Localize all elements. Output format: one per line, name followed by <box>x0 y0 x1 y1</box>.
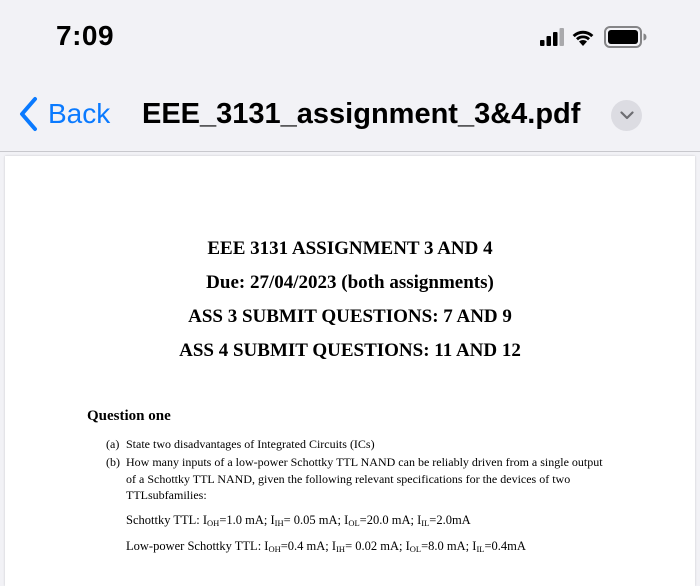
spec-low-power-schottky-ttl: Low-power Schottky TTL: $I_{OH}=0.4$ mA; $I_{IH}= 0.02$ mA; $I_{OL}=8.0$ mA; $I_{IL}=0.4mA$ <box>126 539 526 554</box>
question-title: Question one <box>87 408 171 424</box>
status-time: 7:09 <box>56 20 115 51</box>
wifi-icon <box>570 26 596 46</box>
spec-name: Schottky TTL: <box>126 513 203 527</box>
due-date-heading: Due: 27/04/2023 (both assignments) <box>206 272 494 293</box>
nav-divider <box>0 151 700 152</box>
item-marker: (b) <box>106 455 120 469</box>
back-button[interactable] <box>18 94 110 134</box>
pdf-page[interactable] <box>5 156 695 586</box>
ass4-questions-heading: ASS 4 SUBMIT QUESTIONS: 11 AND 12 <box>179 340 521 361</box>
chevron-down-icon <box>620 111 634 120</box>
document-title[interactable]: EEE_3131_assignment_3&4.pdf <box>142 98 581 130</box>
item-text: How many inputs of a low-power Schottky TTL NAND can be reliably driven from a single output of a Schottky TTL NAND, given the following relevant specifications for the devices of two TTLsubfamilies: <box>126 455 603 502</box>
question-item-b <box>106 454 616 508</box>
cellular-signal-icon <box>540 28 564 46</box>
question-item-a <box>106 436 616 454</box>
back-label: Back <box>48 98 111 129</box>
spec-name: Low-power Schottky TTL: <box>126 539 265 553</box>
assignment-heading: EEE 3131 ASSIGNMENT 3 AND 4 <box>207 238 493 259</box>
chevron-left-icon <box>18 96 40 132</box>
battery-icon <box>604 26 648 48</box>
spec-schottky-ttl: Schottky TTL: $I_{OH}=1.0$ mA; $I_{IH}= 0.05$ mA; $I_{OL}=20.0$ mA; $I_{IL}=2.0mA$ <box>126 513 471 528</box>
item-marker: (a) <box>106 437 120 451</box>
item-text: State two disadvantages of Integrated Circuits (ICs) <box>126 437 375 451</box>
ass3-questions-heading: ASS 3 SUBMIT QUESTIONS: 7 AND 9 <box>188 306 512 327</box>
title-menu-button[interactable] <box>611 100 642 131</box>
